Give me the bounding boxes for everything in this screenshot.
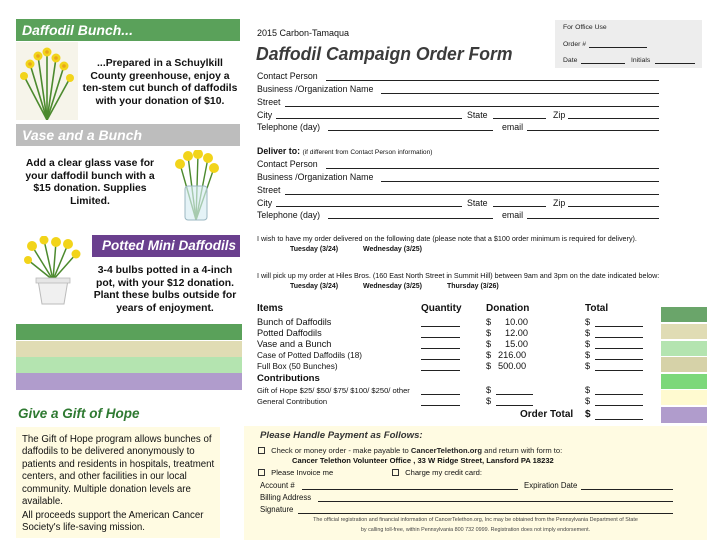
pickup-text: I will pick up my order at Hiles Bros. (160 East North Street in Summit Hill) between 9am and 3pm on the date indicated below: [257,271,660,280]
deliver-to-heading [257,146,432,156]
item-bunch-quantity[interactable] [421,326,460,327]
business-label: Business /Organization Name [257,84,374,94]
item-bunch-price: 10.00 [505,317,528,327]
daffodil-bunch-description: ...Prepared in a Schuylkill County greenhouse, enjoy a ten-stem cut bunch of daffodils with your donation of $10. [82,58,238,107]
item-vase-quantity[interactable] [421,348,460,349]
vase-description: Add a clear glass vase for your daffodil bunch with a $15 donation. Supplies Limited. [25,158,155,207]
item-fullbox-total[interactable] [595,370,643,371]
contribution-gift-currency: $ [486,385,492,395]
disclaimer-line-1: The official registration and financial information of CancerTelethon.org, Inc may be obtained from the Pennsylvania Department of State [313,517,638,523]
item-potted-total[interactable] [595,337,643,338]
pickup-date-thursday[interactable]: Thursday (3/26) [447,283,499,290]
street-field[interactable] [285,106,659,107]
item-fullbox-currency: $ [486,361,492,371]
item-case-total[interactable] [595,359,643,360]
swatch-green [661,307,707,322]
item-potted-total-currency: $ [585,328,591,338]
potted-title: Potted Mini Daffodils [102,238,236,253]
invoice-checkbox-icon[interactable] [258,469,265,476]
order-total-currency: $ [585,409,591,420]
payment-panel [244,426,707,540]
check-site: CancerTelethon.org [410,446,483,455]
pickup-date-wednesday[interactable]: Wednesday (3/25) [363,283,423,290]
deliver-city-label: City [257,198,273,208]
telephone-label: Telephone (day) [257,122,321,132]
deliver-business-label: Business /Organization Name [257,172,374,182]
check-checkbox-icon[interactable] [258,447,265,454]
business-field[interactable] [381,93,659,94]
delivery-date-wednesday[interactable]: Wednesday (3/25) [363,246,423,253]
item-case-quantity[interactable] [421,359,460,360]
credit-text: Charge my credit card: [405,468,482,477]
item-vase-label: Vase and a Bunch [257,339,332,349]
item-bunch-total-currency: $ [585,317,591,327]
deliver-city-field[interactable] [276,206,462,207]
gift-of-hope-proceeds: All proceeds support the American Cancer Society's life-saving mission. [22,510,204,534]
color-band-tan [16,341,242,357]
contributions-label: Contributions [257,373,320,384]
pickup-date-tuesday[interactable]: Tuesday (3/24) [290,283,339,290]
deliver-contact-field[interactable] [326,168,659,169]
street-label: Street [257,97,281,107]
deliver-business-field[interactable] [381,181,659,182]
item-fullbox-quantity[interactable] [421,370,460,371]
swatch-purple [661,407,707,423]
item-case-total-currency: $ [585,350,591,360]
disclaimer-line-2: by calling toll-free, within Pennsylvania 800 732 0999. Registration does not imply endorsement. [360,527,591,533]
item-vase-price: 15.00 [505,339,528,349]
contribution-gift-donation[interactable] [496,394,533,395]
item-case-currency: $ [486,350,492,360]
potted-daffodils-image [22,236,84,306]
gift-of-hope-title: Give a Gift of Hope [18,406,140,421]
item-potted-currency: $ [486,328,492,338]
swatch-lightgreen-1 [661,341,707,356]
date-label: Date [563,57,578,64]
mailing-address: Cancer Telethon Volunteer Office , 33 W Ridge Street, Lansford PA 18232 [292,456,554,465]
delivery-text: I wish to have my order delivered on the following date (please note that a $100 order minimum is required for delivery). [257,234,637,243]
signature-label: Signature [260,505,294,514]
office-date-field[interactable] [581,63,625,64]
gift-of-hope-panel [16,427,220,538]
potted-description: 3-4 bulbs potted in a 4-inch pot, with your $12 donation. Plant these bulbs outside for years of enjoyment. [93,265,237,314]
city-label: City [257,110,273,120]
signature-field[interactable] [298,513,673,514]
daffodil-bunch-band [16,19,240,41]
item-bunch-label: Bunch of Daffodils [257,317,332,327]
credit-checkbox-icon[interactable] [392,469,399,476]
order-number-field[interactable] [589,47,647,48]
expiration-field[interactable] [581,489,673,490]
initials-field[interactable] [655,63,695,64]
expiration-label: Expiration Date [524,481,578,490]
contribution-gift-of-hope-label: Gift of Hope $25/ $50/ $75/ $100/ $250/ other [257,386,410,395]
check-option[interactable] [258,446,562,455]
contribution-gift-total[interactable] [595,394,643,395]
deliver-zip-label: Zip [553,198,566,208]
daffodil-bunch-image [16,42,78,120]
order-total-label: Order Total [520,409,574,420]
order-total-field[interactable] [595,419,643,420]
initials-label: Initials [631,57,651,64]
account-label: Account # [260,481,295,490]
color-band-lightgreen [16,357,242,373]
delivery-date-tuesday[interactable]: Tuesday (3/24) [290,246,339,253]
potted-band [92,235,240,257]
swatch-cream [661,390,707,405]
item-vase-currency: $ [486,339,492,349]
deliver-zip-field[interactable] [568,206,659,207]
vase-title: Vase and a Bunch [22,127,143,143]
donation-column-header: Donation [486,303,530,314]
contribution-general-total-currency: $ [585,396,591,406]
invoice-option[interactable] [258,468,333,477]
item-potted-quantity[interactable] [421,337,460,338]
zip-label: Zip [553,110,566,120]
contribution-general-currency: $ [486,396,492,406]
contribution-gift-total-currency: $ [585,385,591,395]
deliver-telephone-field[interactable] [328,218,493,219]
deliver-email-field[interactable] [527,218,659,219]
billing-label: Billing Address [260,493,312,502]
state-field[interactable] [493,118,546,119]
contribution-general-total[interactable] [595,405,643,406]
check-text: Check or money order - make payable to [271,446,409,455]
deliver-state-label: State [467,198,488,208]
invoice-text: Please Invoice me [271,468,334,477]
color-band-green [16,324,242,340]
year-organization: 2015 Carbon-Tamaqua [257,28,350,38]
deliver-street-field[interactable] [285,194,659,195]
item-case-price: 216.00 [498,350,527,360]
deliver-street-label: Street [257,185,281,195]
form-title: Daffodil Campaign Order Form [256,43,513,64]
telephone-field[interactable] [328,130,493,131]
item-bunch-total[interactable] [595,326,643,327]
vase-image [168,150,224,222]
contact-person-field[interactable] [326,80,659,81]
order-number-label: Order # [563,41,587,48]
item-fullbox-total-currency: $ [585,361,591,371]
vase-band [16,124,240,146]
contribution-gift-quantity[interactable] [421,394,460,395]
payment-title: Please Handle Payment as Follows: [260,430,423,441]
swatch-green-2 [661,374,707,389]
zip-field[interactable] [568,118,659,119]
item-vase-total[interactable] [595,348,643,349]
item-fullbox-label: Full Box (50 Bunches) [257,362,338,371]
items-column-header: Items [257,303,284,314]
check-text-2: and return with form to: [484,446,563,455]
item-vase-total-currency: $ [585,339,591,349]
quantity-column-header: Quantity [421,303,462,314]
email-label: email [502,122,524,132]
city-field[interactable] [276,118,462,119]
gift-of-hope-paragraph: The Gift of Hope program allows bunches of daffodils to be delivered anonymously to patients and residents in hospitals, treatment centers, and other facilities in our local community. Multiple donation levels are available. [22,434,215,508]
credit-option[interactable] [392,468,482,477]
total-column-header: Total [585,303,609,314]
state-label: State [467,110,488,120]
office-use-box [555,20,702,68]
deliver-to-label: Deliver to: [257,146,301,156]
deliver-contact-label: Contact Person [257,159,318,169]
billing-field[interactable] [318,501,673,502]
email-field[interactable] [527,130,659,131]
daffodil-bunch-title: Daffodil Bunch... [22,22,133,38]
item-bunch-currency: $ [486,317,492,327]
item-potted-price: 12.00 [505,328,528,338]
color-band-purple [16,373,242,390]
deliver-telephone-label: Telephone (day) [257,210,321,220]
account-field[interactable] [302,489,518,490]
deliver-state-field[interactable] [493,206,546,207]
office-use-label: For Office Use [563,24,607,31]
contribution-general-quantity[interactable] [421,405,460,406]
swatch-tan-1 [661,324,707,339]
deliver-email-label: email [502,210,524,220]
swatch-tan-2 [661,357,707,372]
item-case-label: Case of Potted Daffodils (18) [257,351,362,360]
contact-person-label: Contact Person [257,71,318,81]
deliver-to-note: (if different from Contact Person information) [302,149,433,156]
item-fullbox-price: 500.00 [498,361,527,371]
contribution-general-label: General Contribution [257,397,328,406]
item-potted-label: Potted Daffodils [257,328,322,338]
contribution-general-donation[interactable] [496,405,533,406]
